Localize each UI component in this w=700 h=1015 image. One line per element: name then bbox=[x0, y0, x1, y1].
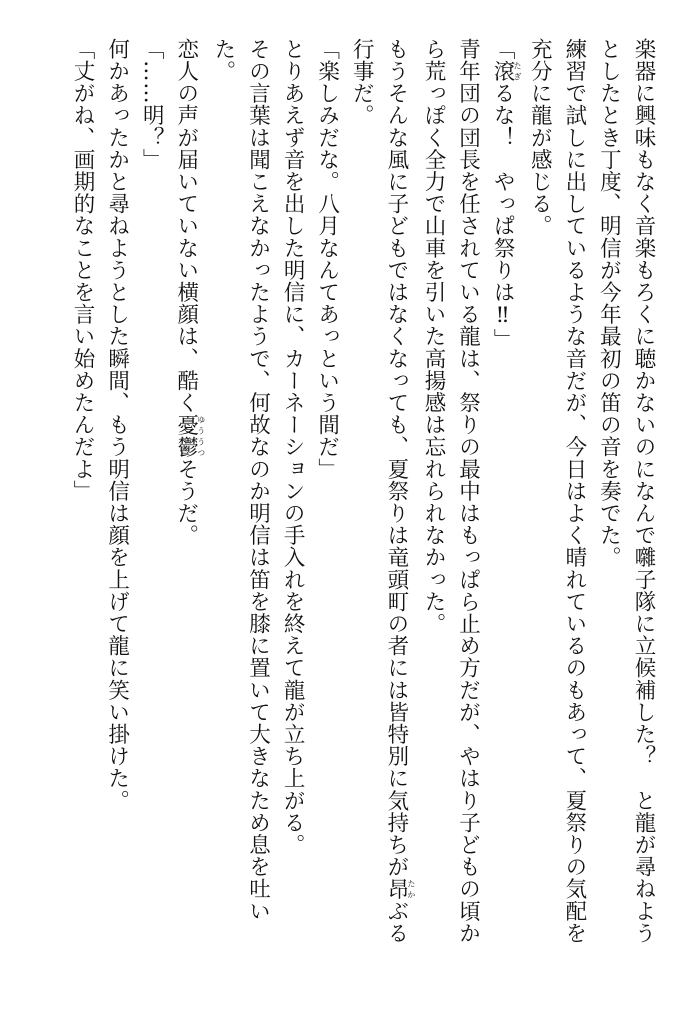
text-line: 行事だ。 bbox=[349, 38, 375, 127]
vertical-text-body bbox=[30, 38, 660, 988]
text-line: 何かあったかと尋ねようとした瞬間、もう明信は顔を上げて龍に笑い掛けた。 bbox=[104, 38, 130, 812]
text-line: としたとき丁度、明信が今年最初の笛の音を奏でた。 bbox=[596, 38, 622, 569]
text-line: その言葉は聞こえなかったようで、何故なのか明信は笛を膝に置いて大きなため息を吐い bbox=[245, 38, 271, 922]
text-segment: ぶる bbox=[383, 899, 409, 945]
text-line: ら荒っぽく全力で山車を引いた高揚感は忘れられなかった。 bbox=[420, 38, 446, 635]
text-line bbox=[168, 38, 205, 988]
text-segment: 恋人の声が届いていない横顔は、酷く bbox=[173, 38, 199, 414]
text-line: 「丈がね、画期的なことを言い始めたんだよ」 bbox=[70, 38, 95, 503]
ruby-word bbox=[173, 413, 206, 458]
text-line: とりあえず音を出した明信に、カーネーションの手入れを終えて龍が立ち上がる。 bbox=[280, 38, 306, 856]
text-line: 「……明？」 bbox=[139, 38, 165, 171]
text-line bbox=[485, 38, 522, 988]
ruby-word bbox=[490, 60, 523, 83]
text-line: 「楽しみだな。八月なんてあっという間だ」 bbox=[314, 38, 340, 480]
text-segment: るな！ やっぱ祭りは‼」 bbox=[490, 82, 516, 351]
text-line: 充分に龍が感じる。 bbox=[527, 38, 553, 237]
text-segment: もうそんな風に子どもではなくなっても、夏祭りは竜頭町の者には皆特別に気持ちが bbox=[383, 38, 409, 878]
text-line: 青年団の団長を任されている龍は、祭りの最中はもっぱら止め方だが、やはり子どもの頃か bbox=[455, 38, 481, 945]
text-line: た。 bbox=[210, 38, 236, 83]
text-line: 練習で試しに出しているような音だが、今日はよく晴れているのもあって、夏祭りの気配を bbox=[561, 38, 587, 945]
ruby-word bbox=[383, 877, 416, 900]
ruby-base: 憂鬱 bbox=[173, 413, 199, 458]
ruby-base: 昂 bbox=[383, 877, 409, 900]
text-segment: 「 bbox=[490, 38, 516, 61]
ruby-reading: たか bbox=[406, 877, 416, 900]
text-line: 楽器に興味もなく音楽もろくに聴かないのになんで囃子隊に立候補した？ と龍が尋ねよう bbox=[631, 38, 656, 945]
ruby-reading: ゆううつ bbox=[196, 413, 206, 458]
text-line bbox=[378, 38, 415, 988]
text-segment: そうだ。 bbox=[173, 457, 199, 547]
ruby-base: 滾 bbox=[490, 60, 516, 83]
ruby-reading: たぎ bbox=[513, 60, 523, 83]
